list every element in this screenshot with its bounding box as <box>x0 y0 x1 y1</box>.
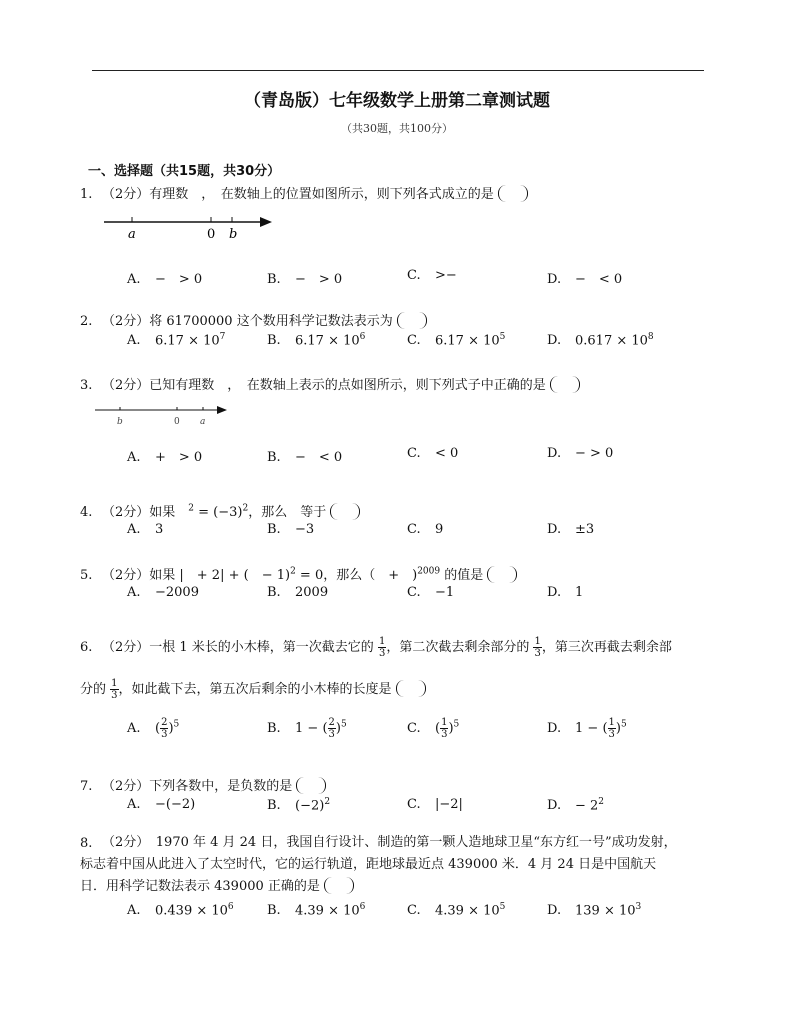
question-6-stem-line2: 分的 $\frac{1}{3}$ ，如此截下去，第五次后剩余的小木棒的长度是 <box>80 678 426 701</box>
option-c[interactable]: C. |−2| <box>407 797 463 812</box>
option-c[interactable]: C. −1 <box>407 585 455 600</box>
option-d[interactable]: D. 1 <box>547 585 584 600</box>
option-a[interactable]: A. 3 <box>127 522 164 537</box>
page-title: （青岛版）七年级数学上册第二章测试题 <box>244 91 550 111</box>
option-a[interactable]: A. $0.439 \times 10^6$ <box>127 902 234 919</box>
option-a[interactable]: A. ( $\frac{2}{3}$ )$^5$ <box>127 717 180 740</box>
question-6-stem-line1: 6. （2分）一根 1 米长的小木棒，第一次截去它的 $\frac{1}{3}$ ，第二次截去剩余部分的 $\frac{1}{3}$ ，第三次再截去剩余部 <box>80 636 672 659</box>
question-5-options <box>127 585 687 600</box>
answer-blank[interactable] <box>397 312 427 329</box>
question-3-options <box>127 446 687 465</box>
number-line-label: b <box>229 227 238 242</box>
answer-blank[interactable] <box>396 680 426 697</box>
option-c[interactable]: C. ( $\frac{1}{3}$ )$^5$ <box>407 717 460 740</box>
number-line-label: a <box>200 417 206 427</box>
option-b[interactable]: B. 1 − ( $\frac{2}{3}$ )$^5$ <box>267 717 347 740</box>
option-c[interactable]: C. $6.17 \times 10^5$ <box>407 332 506 349</box>
option-c[interactable]: C. >− <box>407 268 457 283</box>
option-b[interactable]: B. $6.17 \times 10^6$ <box>267 332 366 349</box>
header-rule <box>92 70 704 71</box>
fraction: $\frac{1}{3}$ <box>534 636 541 659</box>
option-b[interactable]: B. $(-2)^2$ <box>267 797 331 814</box>
option-b[interactable]: B. $4.39 \times 10^6$ <box>267 902 366 919</box>
option-b[interactable]: B. 2009 <box>267 585 329 600</box>
option-a[interactable]: A. −2009 <box>127 585 199 600</box>
option-a[interactable]: A. −(−2) <box>127 797 196 812</box>
question-3-stem: 3. （2分）已知有理数 ， 在数轴上表示的点如图所示，则下列式子中正确的是 <box>80 374 580 393</box>
fraction: $\frac{1}{3}$ <box>111 678 118 701</box>
option-b[interactable]: B. − < 0 <box>267 450 343 465</box>
option-b[interactable]: B. − > 0 <box>267 272 343 287</box>
option-d[interactable]: D. − < 0 <box>547 272 623 287</box>
option-d[interactable]: D. 1 − ( $\frac{1}{3}$ )$^5$ <box>547 717 627 740</box>
section-heading: 一、选择题（共15题，共30分） <box>88 164 281 179</box>
question-4-options <box>127 522 687 537</box>
question-1-options <box>127 268 687 287</box>
answer-blank[interactable] <box>498 185 528 202</box>
number-line-label: 0 <box>207 227 216 242</box>
number-line-2 <box>95 402 235 430</box>
question-5-stem: 5. （2分）如果 | + 2| + ( − 1)$^2$ = 0，那么（ + )$^{2009}$ 的值是 <box>80 564 517 583</box>
answer-blank[interactable] <box>296 777 326 794</box>
answer-blank[interactable] <box>487 566 517 583</box>
question-1-stem: 1. （2分）有理数 ， 在数轴上的位置如图所示，则下列各式成立的是 <box>80 183 528 202</box>
option-b[interactable]: B. −3 <box>267 522 315 537</box>
number-line-1 <box>104 212 284 242</box>
question-8-options <box>127 902 687 918</box>
option-d[interactable]: D. ±3 <box>547 522 595 537</box>
option-a[interactable]: A. − > 0 <box>127 272 203 287</box>
answer-blank[interactable] <box>330 503 360 520</box>
number-line-label: b <box>117 417 123 427</box>
answer-blank[interactable] <box>324 877 354 894</box>
option-c[interactable]: C. < 0 <box>407 446 459 461</box>
question-8-num: 8. <box>80 836 93 851</box>
option-c[interactable]: C. $4.39 \times 10^5$ <box>407 902 506 919</box>
option-d[interactable]: D. $139 \times 10^3$ <box>547 902 642 919</box>
option-a[interactable]: A. + > 0 <box>127 450 203 465</box>
page-subtitle: （共30题，共100分） <box>341 122 453 135</box>
fraction: $\frac{1}{3}$ <box>378 636 386 659</box>
question-4-stem: 4. （2分）如果 $^2 = (-3)^2$，那么 等于 <box>80 501 360 520</box>
option-a[interactable]: A. $6.17 \times 10^7$ <box>127 332 226 349</box>
question-2-options <box>127 332 687 348</box>
question-2-stem: 2. （2分）将 61700000 这个数用科学记数法表示为 <box>80 310 427 329</box>
option-c[interactable]: C. 9 <box>407 522 444 537</box>
question-7-options <box>127 797 687 813</box>
option-d[interactable]: D. − > 0 <box>547 446 614 461</box>
answer-blank[interactable] <box>550 376 580 393</box>
number-line-label: a <box>128 227 136 242</box>
question-7-stem: 7. （2分）下列各数中，是负数的是 <box>80 775 326 794</box>
option-d[interactable]: D. − $2^2$ <box>547 797 605 814</box>
number-line-label: 0 <box>174 417 180 427</box>
question-8-stem: （2分） 1970 年 4 月 24 日，我国自行设计、制造的第一颗人造地球卫星“东方红一号”成功发射， 标志着中国从此进入了太空时代，它的运行轨道，距地球最近点 439000 米．4 月 24 日是中国航天 日．用科学记数法表示 439000 正确的是 <box>80 835 677 894</box>
option-d[interactable]: D. $0.617 \times 10^8$ <box>547 332 654 349</box>
question-6-options <box>127 717 687 740</box>
